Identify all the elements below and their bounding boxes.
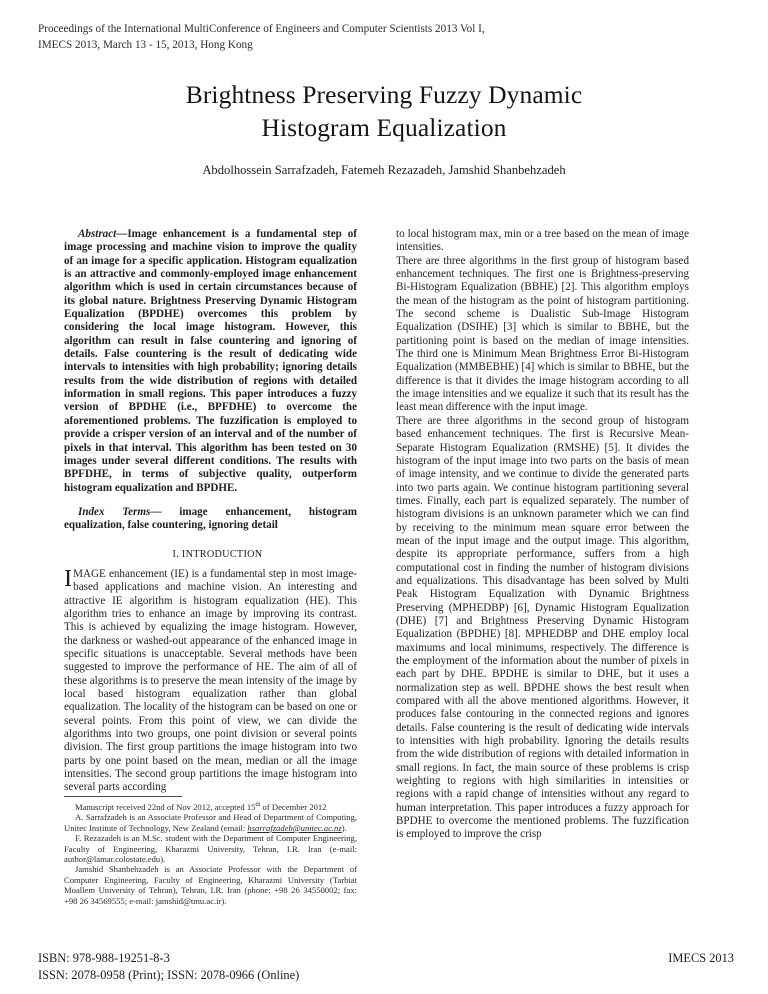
right-paragraph-1: to local histogram max, min or a tree based on the mean of image intensities.	[396, 228, 689, 254]
running-head-line-2: IMECS 2013, March 13 - 15, 2013, Hong Kong	[38, 38, 253, 51]
right-paragraph-2: There are three algorithms in the first group of histogram based enhancement techniques. The first one is Brightness-preserving Bi-Histogram Equalization (BBHE) [2]. This algorithm employs the mean of the histogram as the point of histogram partitioning. The second scheme is Dualistic Sub-Image Histogram Equalization (DSIHE) [3] which is similar to BBHE, but the partitioning point is based on the median of image intensities. The third one is Minimum Mean Brightness Error Bi-Histogram Equalization (MMBEBHE) [4] which is similar to BBHE, but the difference is that it divides the image histogram according to all the image intensities and we equalize it such that its result has the least mean difference with the input image.	[396, 254, 689, 414]
index-terms-dash: —	[150, 505, 162, 518]
column-right	[396, 228, 689, 842]
footnote-manuscript	[64, 802, 357, 812]
title-line-1: Brightness Preserving Fuzzy Dynamic	[185, 80, 583, 109]
right-paragraph-3: There are three algorithms in the second group of histogram based enhancement techniques. The first is Recursive Mean-Separate Histogram Equalization (RMSHE) [5]. It divides the histogram of the input image into two parts on the basis of mean of image intensity, and we continue to divide the generated parts into two parts again. We continue histogram partitioning several times. Finally, each part is equalized separately. The number of histogram divisions is an unknown parameter which we can find by receiving to the minimum mean square error between the mean of the input image and the output image. This algorithm, despite its appropriate performance, suffers from a high computational cost in finding the number of histogram divisions and equalizations. This disadvantage has been solved by Multi Peak Histogram Equalization with Dynamic Brightness Preserving (MPHEDBP) [6], Dynamic Histogram Equalization (DHE) [7] and Brightness Preserving Dynamic Histogram Equalization (BPDHE) [8]. MPHEDBP and DHE employ local maximums and local minimums, respectively. The difference is the employment of the information about the number of pixels in each part by DHE. BPDHE is similar to DHE, but it uses a normalization step as well. BPDHE shows the best result when compared with all the above mentioned algorithms. However, it produces false contouring in the connected regions and ignores details. False countering is the result of dedicating wide intervals to intensities with high probability. Ignoring the details results from the wide distribution of regions with detailed information in small regions. In fact, the main source of these problems is crisp weighting to regions with high similarities in intensities or regions with a rapid change of intensities without any regard to human interpretation. This paper introduces a fuzzy approach for BPDHE to overcome the mentioned problems. The fuzzification is employed to improve the crisp	[396, 414, 689, 841]
footer-issn: ISSN: 2078-0958 (Print); ISSN: 2078-0966 (Online)	[38, 968, 300, 982]
page-title	[64, 78, 704, 144]
abstract-label: Abstract	[78, 228, 117, 240]
footnote-ordinal-suffix: th	[255, 801, 261, 809]
footer-identifiers	[38, 950, 299, 984]
footnote-author-2: F. Rezazadeh is an M.Sc. student with the Department of Computer Engineering, Faculty of Engineering, Kharazmi University, Tehran, I.R. Iran (e-mail: author@lamar.colostate.edu).	[64, 833, 357, 865]
intro-first-paragraph	[64, 564, 357, 795]
index-terms-paragraph	[64, 506, 357, 533]
abstract-body: Image enhancement is a fundamental step of image processing and machine vision to improve the quality of an image for a specific application. Histogram equalization is an attractive and commonly-employed image enhancement algorithm which is used in certain circumstances because of its global nature. Brightness Preserving Dynamic Histogram Equalization (BPDHE) overcomes this problem by considering the local image histogram. However, this algorithm can result in false countering and ignoring of details. False countering is the result of dedicating wide intervals to intensities with high probability; ignoring details results from the wide distribution of regions with detailed information in small regions. This paper introduces a fuzzy version of BPDHE (i.e., BPFDHE) to overcome the aforementioned problems. The fuzzification is employed to provide a crisper version of an interval and of the number of pixels in that interval. This algorithm has been tested on 30 images under several different conditions. The results with BPFDHE, in terms of subjective quality, outperform histogram equalization and BPDHE.	[64, 228, 357, 494]
footer-conference: IMECS 2013	[668, 951, 734, 965]
running-head-line-1: Proceedings of the International MultiConference of Engineers and Computer Scientists 2013 Vol I,	[38, 23, 485, 35]
abstract-dash: —	[116, 228, 128, 240]
footnote-manuscript-post: of December 2012	[260, 802, 327, 812]
footnote-email-link[interactable]: hsarrafzadeh@unitec.ac.nz	[247, 822, 342, 833]
author-list: Abdolhossein Sarrafzadeh, Fatemeh Rezazadeh, Jamshid Shanbehzadeh	[202, 163, 566, 177]
footnote-separator	[64, 796, 182, 797]
title-line-2: Histogram Equalization	[261, 113, 507, 142]
footnote-block	[64, 802, 357, 906]
running-head	[38, 22, 698, 53]
abstract-paragraph	[64, 228, 357, 495]
footnote-author-1-pre: A. Sarrafzadeh is an Associate Professor and Head of Department of Computing, Unitec Institute of Technology, New Zealand (email:	[64, 812, 357, 833]
footnote-author-1-post: ).	[341, 822, 347, 833]
index-terms-label: Index Terms	[78, 505, 151, 518]
footnote-author-3: Jamshid Shanbehzadeh is an Associate Professor with the Department of Computer Engineering, Faculty of Engineering, Kharazmi University (Tarbiat Moallem University of Tehran), Tehran, I.R. Iran (phone: +98 26 34550002; fax: +98 26 34569555; e-mail: jamshid@tmu.ac.ir).	[64, 864, 357, 906]
footnote-author-1	[64, 812, 357, 833]
column-left	[64, 228, 357, 795]
footer-isbn: ISBN: 978-988-19251-8-3	[38, 951, 170, 965]
section-heading-introduction: I. INTRODUCTION	[172, 548, 263, 560]
drop-cap: I	[64, 564, 73, 592]
intro-body: MAGE enhancement (IE) is a fundamental step in most image-based applications and machine vision. An interesting and attractive IE algorithm is histogram equalization (HE). This algorithm tries to enhance an image by improving its contrast. This is achieved by equalizing the image histogram. However, the darkness or washed-out appearance of the enhanced image in specific situations is unacceptable. Several methods have been suggested to improve the performance of HE. The aim of all of these algorithms is to preserve the mean intensity of the image by local based histogram equalization rather than global equalization. The locality of the histogram can be based on one or several points. From this point of view, we can divide the algorithms into two groups, one point division or several points division. The first group partitions the image histogram into two parts by one point based on the mean, median or all the image intensities. The second group partitions the image histogram into several parts according	[64, 567, 357, 794]
index-terms-body: image enhancement, histogram equalization, false countering, ignoring detail	[64, 505, 358, 532]
footnote-manuscript-pre: Manuscript received 22nd of Nov 2012, accepted 15	[75, 802, 256, 812]
